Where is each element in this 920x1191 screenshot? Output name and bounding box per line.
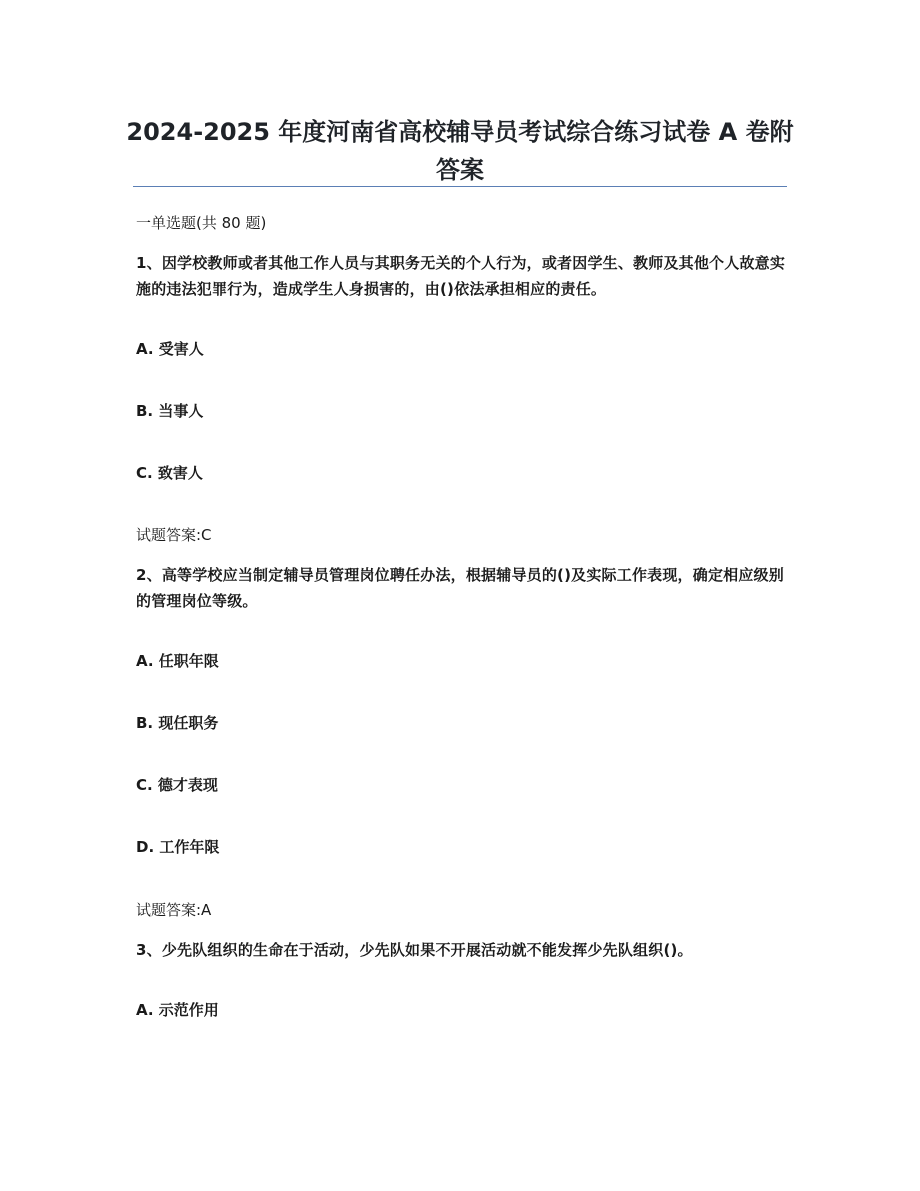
question-2-stem: 2、高等学校应当制定辅导员管理岗位聘任办法，根据辅导员的()及实际工作表现，确定相应级别的管理岗位等级。 [136, 566, 784, 610]
question-2-option-a: A. 任职年限 [136, 652, 219, 670]
question-1-stem: 1、因学校教师或者其他工作人员与其职务无关的个人行为，或者因学生、教师及其他个人故意实施的违法犯罪行为，造成学生人身损害的，由()依法承担相应的责任。 [136, 254, 786, 298]
question-2-option-c: C. 德才表现 [136, 776, 218, 794]
title-divider [133, 186, 787, 187]
question-2-answer: 试题答案:A [136, 901, 212, 919]
question-1-option-b: B. 当事人 [136, 402, 204, 420]
question-3-stem: 3、少先队组织的生命在于活动，少先队如果不开展活动就不能发挥少先队组织()。 [136, 941, 693, 959]
document-title: 2024-2025 年度河南省高校辅导员考试综合练习试卷 A 卷附答案 [126, 118, 794, 184]
question-3-option-a: A. 示范作用 [136, 1001, 219, 1019]
question-1-option-a: A. 受害人 [136, 340, 204, 358]
question-2-option-b: B. 现任职务 [136, 714, 219, 732]
question-1-option-c: C. 致害人 [136, 464, 203, 482]
question-1-answer: 试题答案:C [136, 526, 212, 544]
question-2-option-d: D. 工作年限 [136, 838, 220, 856]
section-heading: 一单选题(共 80 题) [136, 214, 267, 232]
